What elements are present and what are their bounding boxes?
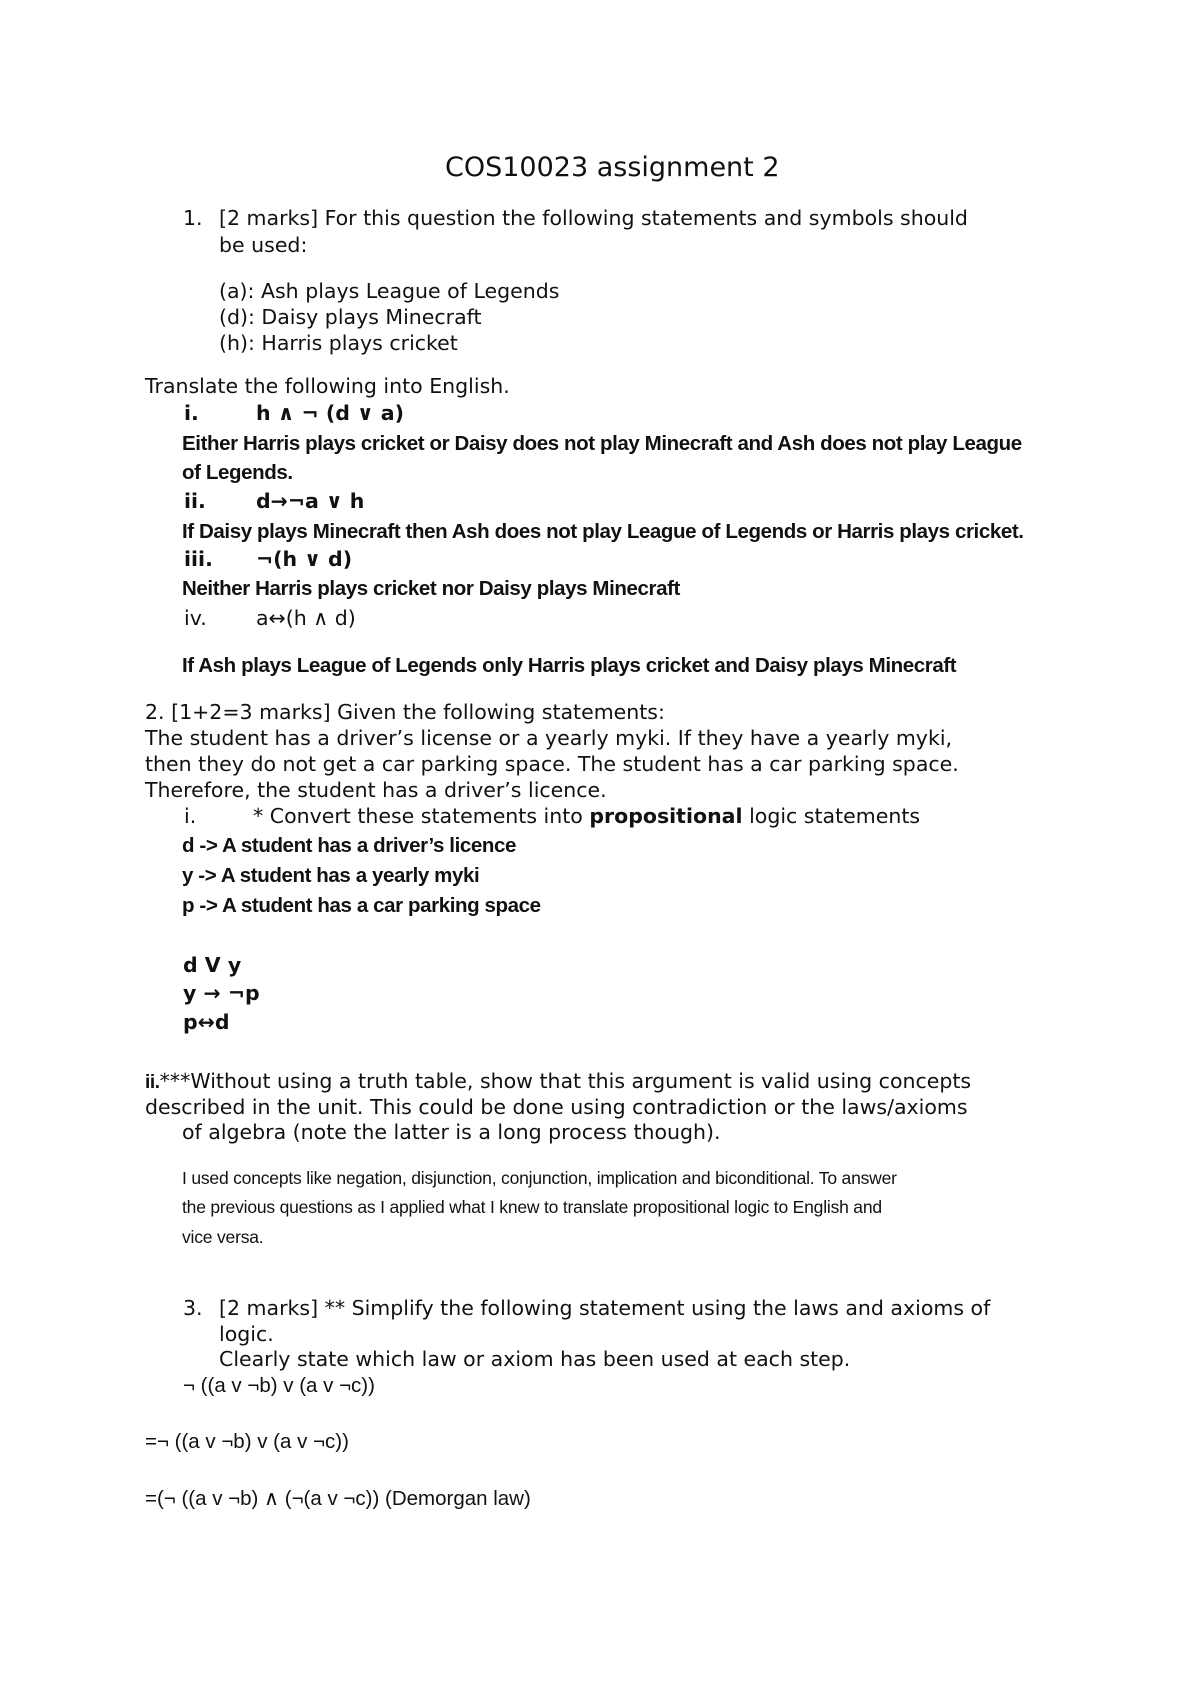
q1-item-ii-answer: If Daisy plays Minecraft then Ash does not play League of Legends or Harris plays cricket. — [182, 520, 1024, 543]
q1-item-ii-expr: d→¬a ∨ h — [256, 489, 365, 513]
q1-item-i-answer-line1: Either Harris plays cricket or Daisy does not play Minecraft and Ash does not play League — [182, 432, 1022, 455]
q1-translate-prompt: Translate the following into English. — [145, 374, 510, 398]
q2-statement-line2: then they do not get a car parking space. The student has a car parking space. — [145, 752, 959, 776]
q1-item-iv-expr: a↔(h ∧ d) — [256, 606, 356, 630]
q1-symbol-h: (h): Harris plays cricket — [219, 331, 458, 355]
q2-part-i-num: i. — [184, 804, 197, 828]
q1-intro-line2: be used: — [219, 233, 308, 257]
q2-part-ii-line3: of algebra (note the latter is a long process though). — [182, 1120, 721, 1144]
q1-symbol-d: (d): Daisy plays Minecraft — [219, 305, 482, 329]
q2-part-ii-line2: described in the unit. This could be done using contradiction or the laws/axioms — [145, 1095, 968, 1119]
q1-item-iv-answer: If Ash plays League of Legends only Harris plays cricket and Daisy plays Minecraft — [182, 654, 957, 677]
q2-part-ii-num: ii. — [145, 1072, 160, 1093]
q2-def-p: p -> A student has a car parking space — [182, 894, 541, 917]
q2-answer-line1: I used concepts like negation, disjunction, conjunction, implication and biconditional. To answer — [182, 1168, 897, 1188]
q1-item-i-answer-line2: of Legends. — [182, 461, 293, 484]
q3-line1: [2 marks] ** Simplify the following statement using the laws and axioms of — [219, 1296, 991, 1320]
q2-part-i-pre: * Convert these statements into — [253, 804, 590, 828]
q1-item-i-num: i. — [184, 401, 199, 425]
q3-line2: logic. — [219, 1322, 274, 1346]
q2-answer-line3: vice versa. — [182, 1227, 264, 1247]
q2-intro: 2. [1+2=3 marks] Given the following statements: — [145, 700, 665, 724]
q2-def-y: y -> A student has a yearly myki — [182, 864, 480, 887]
q1-item-iii-num: iii. — [184, 547, 213, 571]
q2-part-i-bold: propositional — [589, 804, 743, 828]
q3-step2: =(¬ ((a v ¬b) ∧ (¬(a v ¬c)) (Demorgan law) — [145, 1487, 531, 1510]
q3-expression: ¬ ((a v ¬b) v (a v ¬c)) — [183, 1374, 375, 1397]
q2-part-i-post: logic statements — [742, 804, 921, 828]
q2-part-i-text — [253, 803, 920, 829]
q1-item-ii-num: ii. — [184, 489, 206, 513]
q1-number: 1. — [183, 206, 203, 230]
q2-answer-line2: the previous questions as I applied what I knew to translate propositional logic to English and — [182, 1197, 882, 1217]
q2-statement-line3: Therefore, the student has a driver’s licence. — [145, 778, 607, 802]
q1-item-iv-num: iv. — [184, 606, 207, 630]
q2-logic-2: y → ¬p — [183, 981, 260, 1005]
q3-line3: Clearly state which law or axiom has been used at each step. — [219, 1347, 851, 1371]
q2-logic-1: d V y — [183, 953, 242, 977]
q1-item-iii-answer: Neither Harris plays cricket nor Daisy plays Minecraft — [182, 577, 680, 600]
page-title: COS10023 assignment 2 — [445, 152, 780, 183]
q1-intro-line1: [2 marks] For this question the following statements and symbols should — [219, 206, 968, 230]
q2-part-ii — [145, 1068, 971, 1096]
q3-number: 3. — [183, 1296, 203, 1320]
q2-logic-3: p↔d — [183, 1010, 230, 1034]
q1-item-i-expr: h ∧ ¬ (d ∨ a) — [256, 401, 404, 425]
q2-def-d: d -> A student has a driver’s licence — [182, 834, 517, 857]
q2-part-ii-line1: ***Without using a truth table, show that this argument is valid using concepts — [159, 1069, 972, 1093]
q2-statement-line1: The student has a driver’s license or a yearly myki. If they have a yearly myki, — [145, 726, 953, 750]
q1-item-iii-expr: ¬(h ∨ d) — [256, 547, 353, 571]
q3-step1: =¬ ((a v ¬b) v (a v ¬c)) — [145, 1430, 349, 1453]
q1-symbol-a: (a): Ash plays League of Legends — [219, 279, 560, 303]
